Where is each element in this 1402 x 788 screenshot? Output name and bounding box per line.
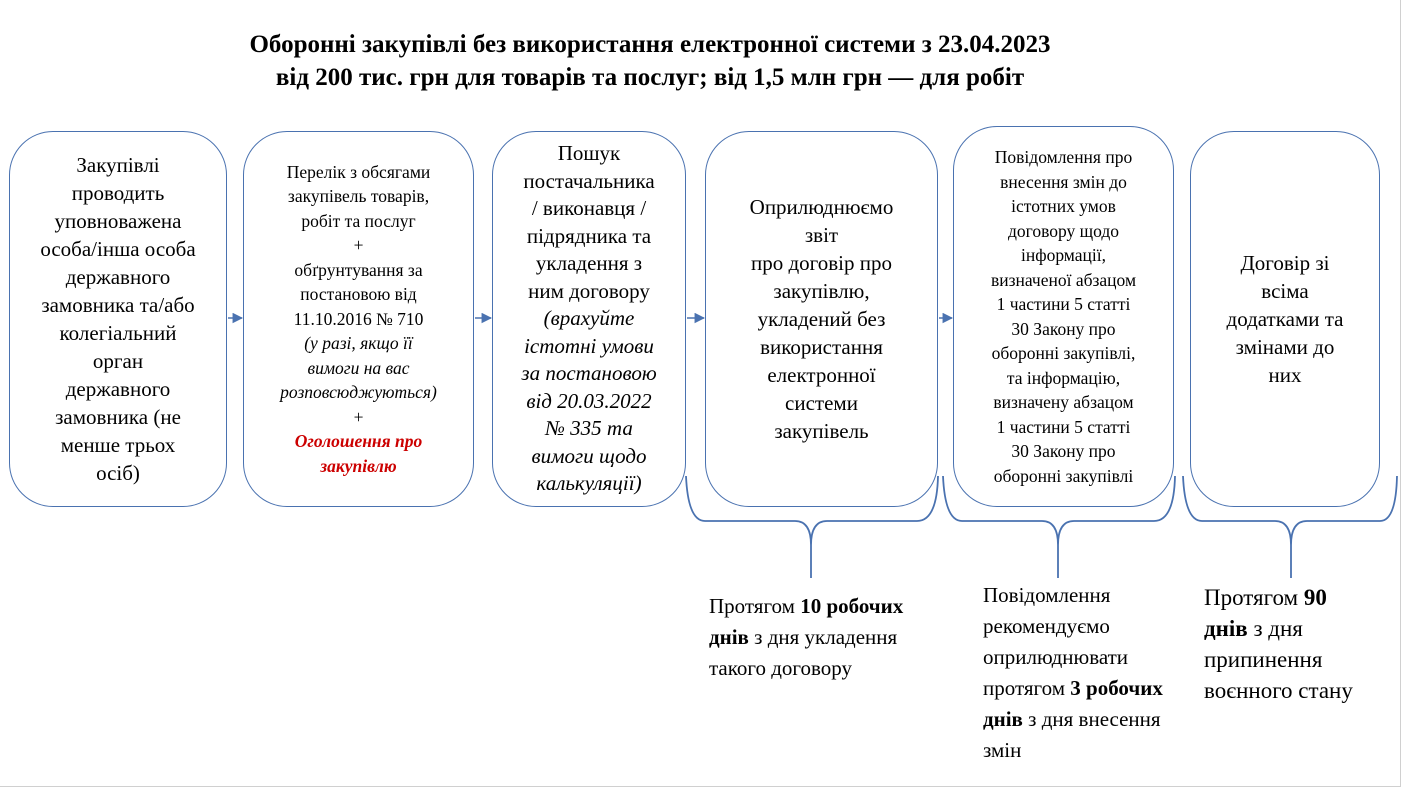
note-report-bold: 10 робочих днів <box>709 594 904 649</box>
step-5-line: істотних умов <box>1011 196 1116 216</box>
step-5-line: та інформацію, <box>1006 367 1121 388</box>
step-1-line: осіб) <box>96 461 140 485</box>
step-5-box <box>953 126 1174 507</box>
step-6-line: всіма <box>1261 279 1309 303</box>
step-5-line: оборонні закупівлі, <box>991 343 1136 363</box>
note-changes-deadline <box>983 580 1183 766</box>
step-3-line: / виконавця / <box>531 196 647 221</box>
step-5-line: договору щодо <box>1007 220 1120 241</box>
step-2-line: робіт та послуг <box>301 210 416 231</box>
step-4-line: Оприлюднюємо <box>749 195 894 219</box>
step-1-line: менше трьох <box>60 433 176 457</box>
note-report-deadline <box>709 591 939 684</box>
step-1-line: державного <box>65 377 171 401</box>
note-changes-bold: 3 робочих днів <box>983 676 1163 731</box>
step-3-italic-line: за постановою <box>521 361 657 386</box>
step-4-box <box>705 131 938 507</box>
title-line-1: Оборонні закупівлі без використання електронної системи з 23.04.2023 <box>249 31 1051 58</box>
step-3-italic-line: істотні умови <box>524 333 654 358</box>
step-6-line: них <box>1268 363 1302 387</box>
step-3-italic-line: від 20.03.2022 <box>526 388 652 413</box>
note-contract-deadline <box>1204 582 1364 706</box>
step-5-line: 1 частини 5 статті <box>996 416 1131 437</box>
step-3-italic-line: № 335 та <box>545 416 633 441</box>
step-3-line: підрядника та <box>526 223 652 248</box>
step-5-line: 30 Закону про <box>1011 441 1116 461</box>
note-contract-pre: Протягом <box>1204 585 1304 610</box>
note-changes-pre: Повідомлення рекомендуємо оприлюднювати протягом <box>983 583 1129 700</box>
step-5-line: 30 Закону про <box>1011 318 1116 339</box>
note-report-post: з дня укладення такого договору <box>709 625 898 680</box>
note-contract-bold: 90 днів <box>1204 585 1327 641</box>
step-2-line: + <box>353 235 364 256</box>
step-2-line: 11.10.2016 № 710 <box>293 308 424 329</box>
note-report-pre: Протягом <box>709 594 801 618</box>
announcement-highlight: Оголошення про <box>294 431 423 452</box>
step-3-line: укладення з <box>535 251 643 276</box>
step-2-line: Перелік з обсягами <box>286 161 431 182</box>
step-2-line: обґрунтування за <box>294 259 423 280</box>
step-5-line: 1 частини 5 статті <box>996 294 1131 314</box>
step-5-line: визначеної абзацом <box>990 269 1137 290</box>
step-2-line: постановою від <box>300 284 417 305</box>
step-3-line: постачальника <box>523 168 655 193</box>
step-4-line: електронної <box>767 363 876 387</box>
step-6-line: змінами до <box>1235 335 1335 359</box>
step-2-line: закупівель товарів, <box>287 186 430 207</box>
step-5-line: внесення змін до <box>1000 171 1127 192</box>
note-contract-post: з дня припинення воєнного стану <box>1204 616 1353 703</box>
step-1-line: проводить <box>71 181 165 205</box>
step-1-line: замовника (не <box>55 405 181 429</box>
step-1-line: замовника та/або <box>41 293 195 317</box>
step-1-line: колегіальний <box>59 321 177 345</box>
step-1-box <box>9 131 227 507</box>
step-6-line: додатками та <box>1226 307 1344 331</box>
step-5-line: визначену абзацом <box>993 392 1134 412</box>
step-1-line: державного <box>65 265 171 289</box>
step-2-italic-line: (у разі, якщо її <box>304 333 413 354</box>
step-5-line: Повідомлення про <box>994 147 1133 167</box>
step-4-line: закупівель <box>774 419 869 443</box>
step-2-box <box>243 131 474 507</box>
step-2-plus: + <box>353 406 364 427</box>
step-4-line: укладений без <box>757 307 886 331</box>
diagram-title <box>120 28 1180 94</box>
step-3-line: ним договору <box>528 278 650 303</box>
step-6-box <box>1190 131 1380 507</box>
step-2-italic-line: розповсюджуються) <box>280 382 437 403</box>
step-3-italic-line: (врахуйте <box>543 306 635 331</box>
step-6-line: Договір зі <box>1240 251 1330 275</box>
step-1-line: особа/інша особа <box>40 237 196 261</box>
step-3-box <box>492 131 686 507</box>
title-line-2: від 200 тис. грн для товарів та послуг; від 1,5 млн грн — для робіт <box>275 64 1025 91</box>
announcement-highlight: закупівлю <box>320 455 397 476</box>
step-1-line: орган <box>92 349 144 373</box>
step-3-italic-line: вимоги щодо <box>531 443 647 468</box>
step-4-line: закупівлю, <box>773 279 870 303</box>
step-2-italic-line: вимоги на вас <box>307 357 410 378</box>
step-3-line: Пошук <box>557 141 621 166</box>
note-changes-post: з дня внесення змін <box>983 707 1161 762</box>
step-5-line: інформації, <box>1021 245 1106 265</box>
step-5-line: оборонні закупівлі <box>993 465 1134 486</box>
step-1-line: уповноважена <box>54 209 182 233</box>
step-4-line: про договір про <box>750 251 892 275</box>
step-4-line: звіт <box>804 223 839 247</box>
step-3-italic-line: калькуляції) <box>536 471 642 496</box>
step-4-line: використання <box>760 335 883 359</box>
step-4-line: системи <box>785 391 858 415</box>
step-1-line: Закупівлі <box>76 153 160 177</box>
